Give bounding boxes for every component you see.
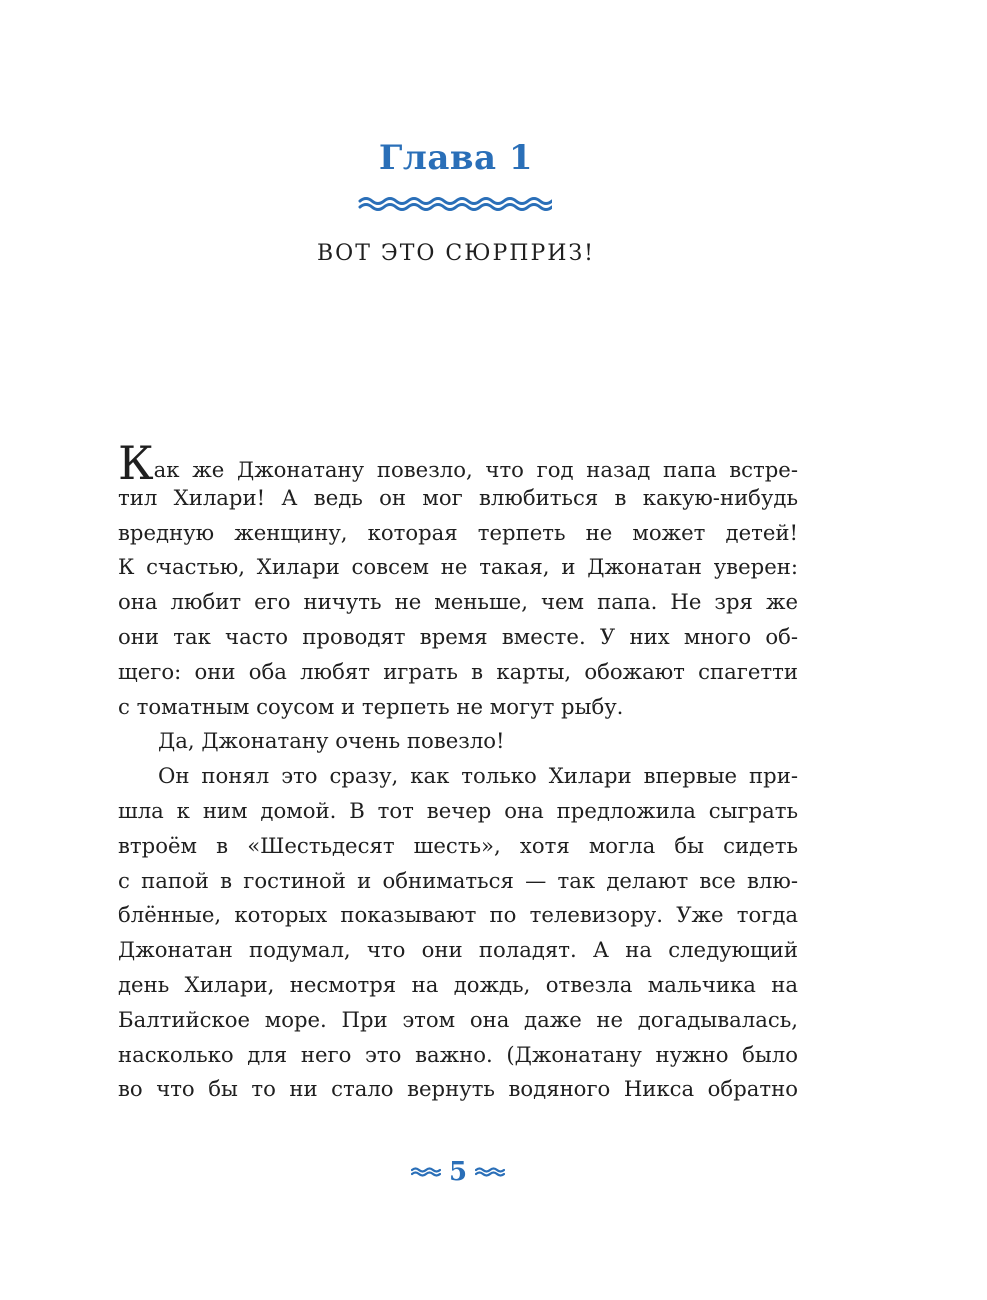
- wave-divider-icon: [358, 196, 552, 212]
- text-line: вредную женщину, которая терпеть не может детей!: [118, 519, 798, 545]
- text-line: К счастью, Хилари совсем не такая, и Джонатан уверен:: [118, 554, 798, 580]
- text-line: с папой в гостиной и обниматься — так делают все влю-: [118, 867, 798, 893]
- text-line: Как же Джонатану повезло, что год назад папа встре-: [118, 436, 798, 490]
- text-line: Да, Джонатану очень повезло!: [158, 728, 505, 754]
- chapter-subtitle: ВОТ ЭТО СЮРПРИЗ!: [316, 241, 596, 266]
- text-line: тил Хилари! А ведь он мог влюбиться в какую-нибудь: [118, 484, 798, 510]
- body-text: [118, 436, 798, 1107]
- text-line: она любит его ничуть не меньше, чем папа. Не зря же: [118, 589, 798, 615]
- wave-icon: [411, 1166, 441, 1178]
- text-line: день Хилари, несмотря на дождь, отвезла мальчика на: [118, 971, 798, 997]
- text-line: Джонатан подумал, что они поладят. А на следующий: [118, 937, 798, 963]
- text-line: Он понял это сразу, как только Хилари впервые при-: [158, 763, 798, 789]
- text-line: шла к ним домой. В тот вечер она предложила сыграть: [118, 797, 798, 823]
- text-line: втроём в «Шестьдесят шесть», хотя могла бы сидеть: [118, 832, 798, 858]
- text-line: насколько для него это важно. (Джонатану нужно было: [118, 1041, 798, 1067]
- text-line: во что бы то ни стало вернуть водяного Никса обратно: [118, 1076, 798, 1102]
- wave-icon: [475, 1166, 505, 1178]
- drop-cap: К: [118, 436, 154, 490]
- chapter-title: Глава 1: [378, 138, 534, 178]
- text-line: они так часто проводят время вместе. У них много об-: [118, 623, 798, 649]
- page-number: 5: [448, 1157, 468, 1187]
- text-line: Балтийское море. При этом она даже не догадывалась,: [118, 1006, 798, 1032]
- text-line: блённые, которых показывают по телевизору. Уже тогда: [118, 902, 798, 928]
- text-line: с томатным соусом и терпеть не могут рыбу.: [118, 693, 624, 719]
- page-footer: [408, 1154, 508, 1190]
- text-line: щего: они оба любят играть в карты, обожают спагетти: [118, 658, 798, 684]
